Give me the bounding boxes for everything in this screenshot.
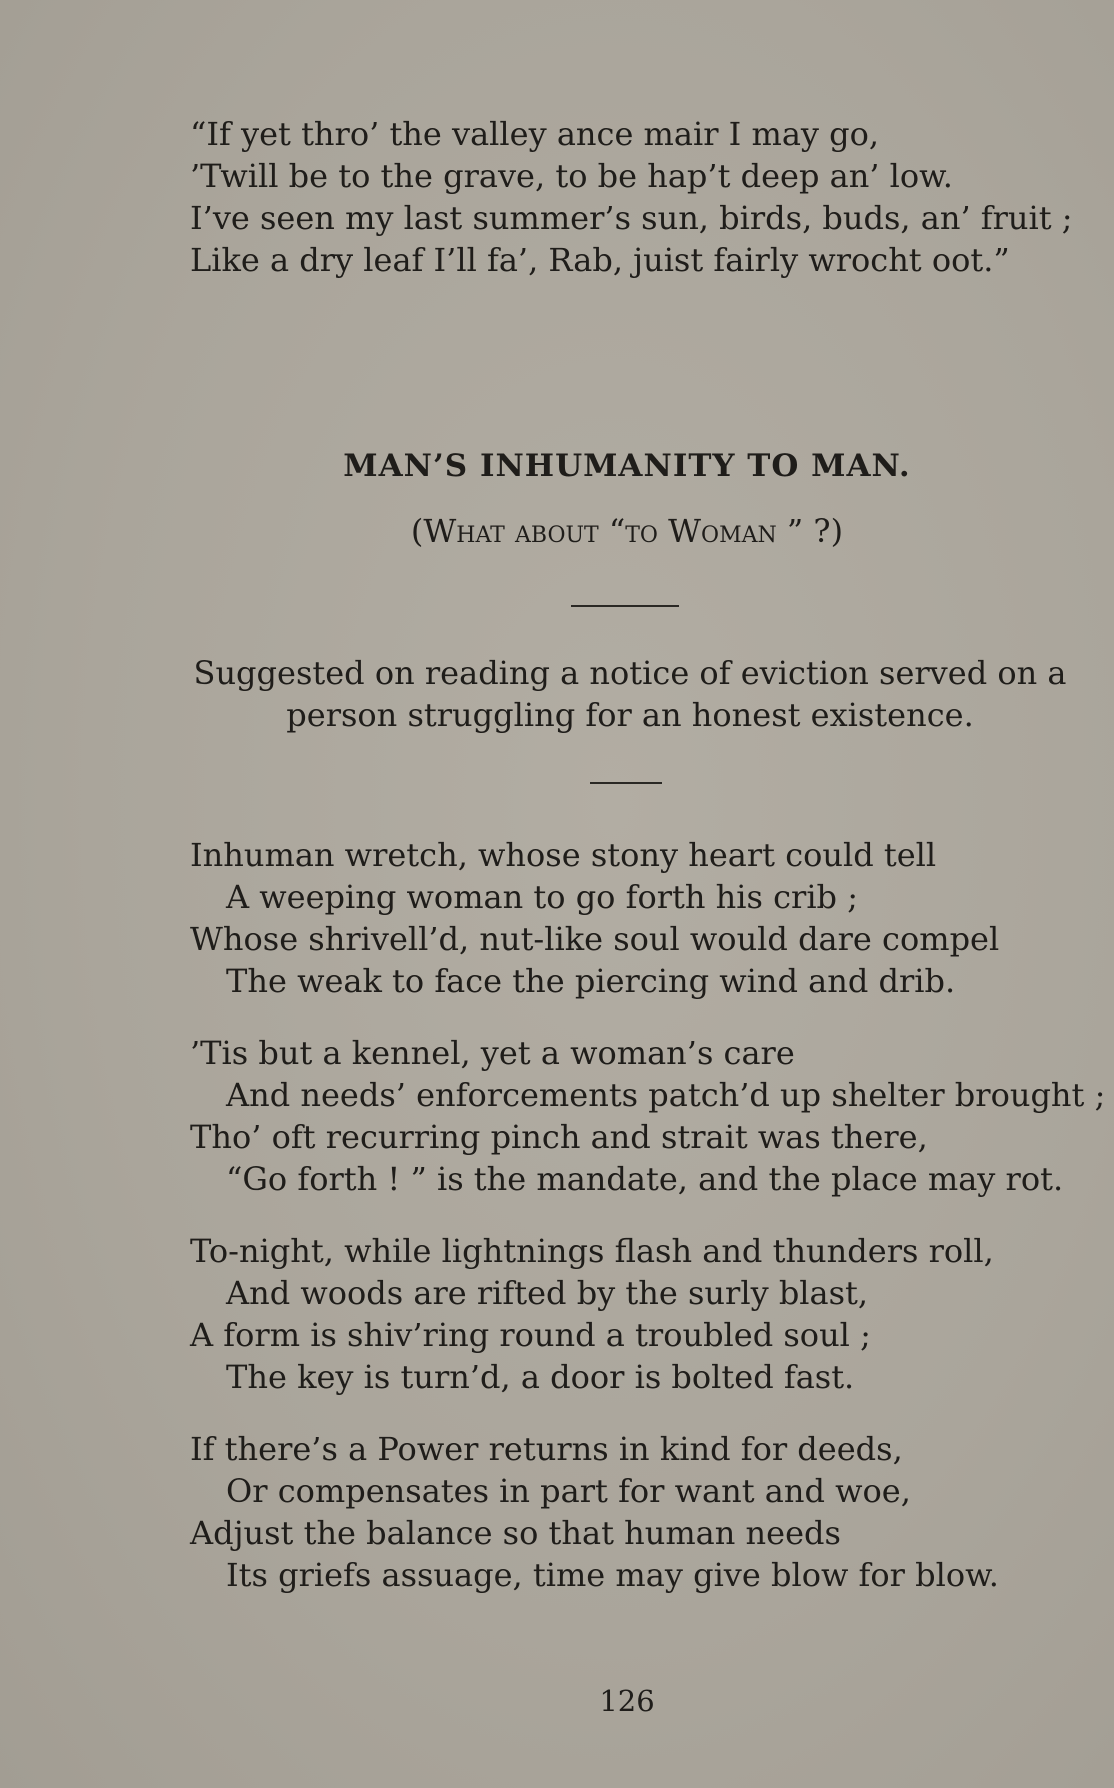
- poem-line: “If yet thro’ the valley ance mair I may go,: [190, 115, 880, 153]
- poem-line: “Go forth ! ” is the mandate, and the place may rot.: [226, 1160, 1064, 1198]
- poem-line: Inhuman wretch, whose stony heart could tell: [190, 836, 937, 874]
- poem-line: And needs’ enforcements patch’d up shelter brought ;: [226, 1076, 1106, 1114]
- closing-stanza-previous-poem: [190, 113, 1073, 281]
- poem-title: MAN’S INHUMANITY TO MAN.: [343, 448, 911, 484]
- poem-line: And woods are rifted by the surly blast,: [226, 1274, 869, 1312]
- poem-line: Or compensates in part for want and woe,: [226, 1472, 911, 1510]
- poem-subtitle: (What about “to Woman ” ?): [410, 512, 844, 550]
- poem-line: Adjust the balance so that human needs: [190, 1514, 841, 1552]
- poem-line: Its griefs assuage, time may give blow for blow.: [226, 1556, 999, 1594]
- poem-stanza: [190, 1428, 1070, 1596]
- poem-line: Tho’ oft recurring pinch and strait was there,: [190, 1118, 928, 1156]
- poem-line: The weak to face the piercing wind and drib.: [226, 962, 956, 1000]
- note-divider: [590, 782, 662, 784]
- poem-line: I’ve seen my last summer’s sun, birds, buds, an’ fruit ;: [190, 199, 1073, 237]
- poem-line: Whose shrivell’d, nut-like soul would dare compel: [190, 920, 1000, 958]
- poem-line: ’Tis but a kennel, yet a woman’s care: [190, 1034, 795, 1072]
- page-number: 126: [599, 1684, 655, 1718]
- poem-stanza: [190, 834, 1070, 1002]
- poem-line: A weeping woman to go forth his crib ;: [226, 878, 858, 916]
- poem-line: A form is shiv’ring round a troubled soul ;: [190, 1316, 871, 1354]
- poem-note: Suggested on reading a notice of eviction served on a person struggling for an honest existence.: [193, 654, 1067, 734]
- poem-line: If there’s a Power returns in kind for deeds,: [190, 1430, 903, 1468]
- poem-line: The key is turn’d, a door is bolted fast.: [226, 1358, 855, 1396]
- poem-line: To-night, while lightnings flash and thunders roll,: [190, 1232, 994, 1270]
- poem-stanza: [190, 1230, 1070, 1398]
- poem-line: Like a dry leaf I’ll fa’, Rab, juist fairly wrocht oot.”: [190, 241, 1010, 279]
- poem-stanza: [190, 1032, 1106, 1200]
- poem-line: ’Twill be to the grave, to be hap’t deep an’ low.: [190, 157, 953, 195]
- title-divider: [571, 605, 679, 607]
